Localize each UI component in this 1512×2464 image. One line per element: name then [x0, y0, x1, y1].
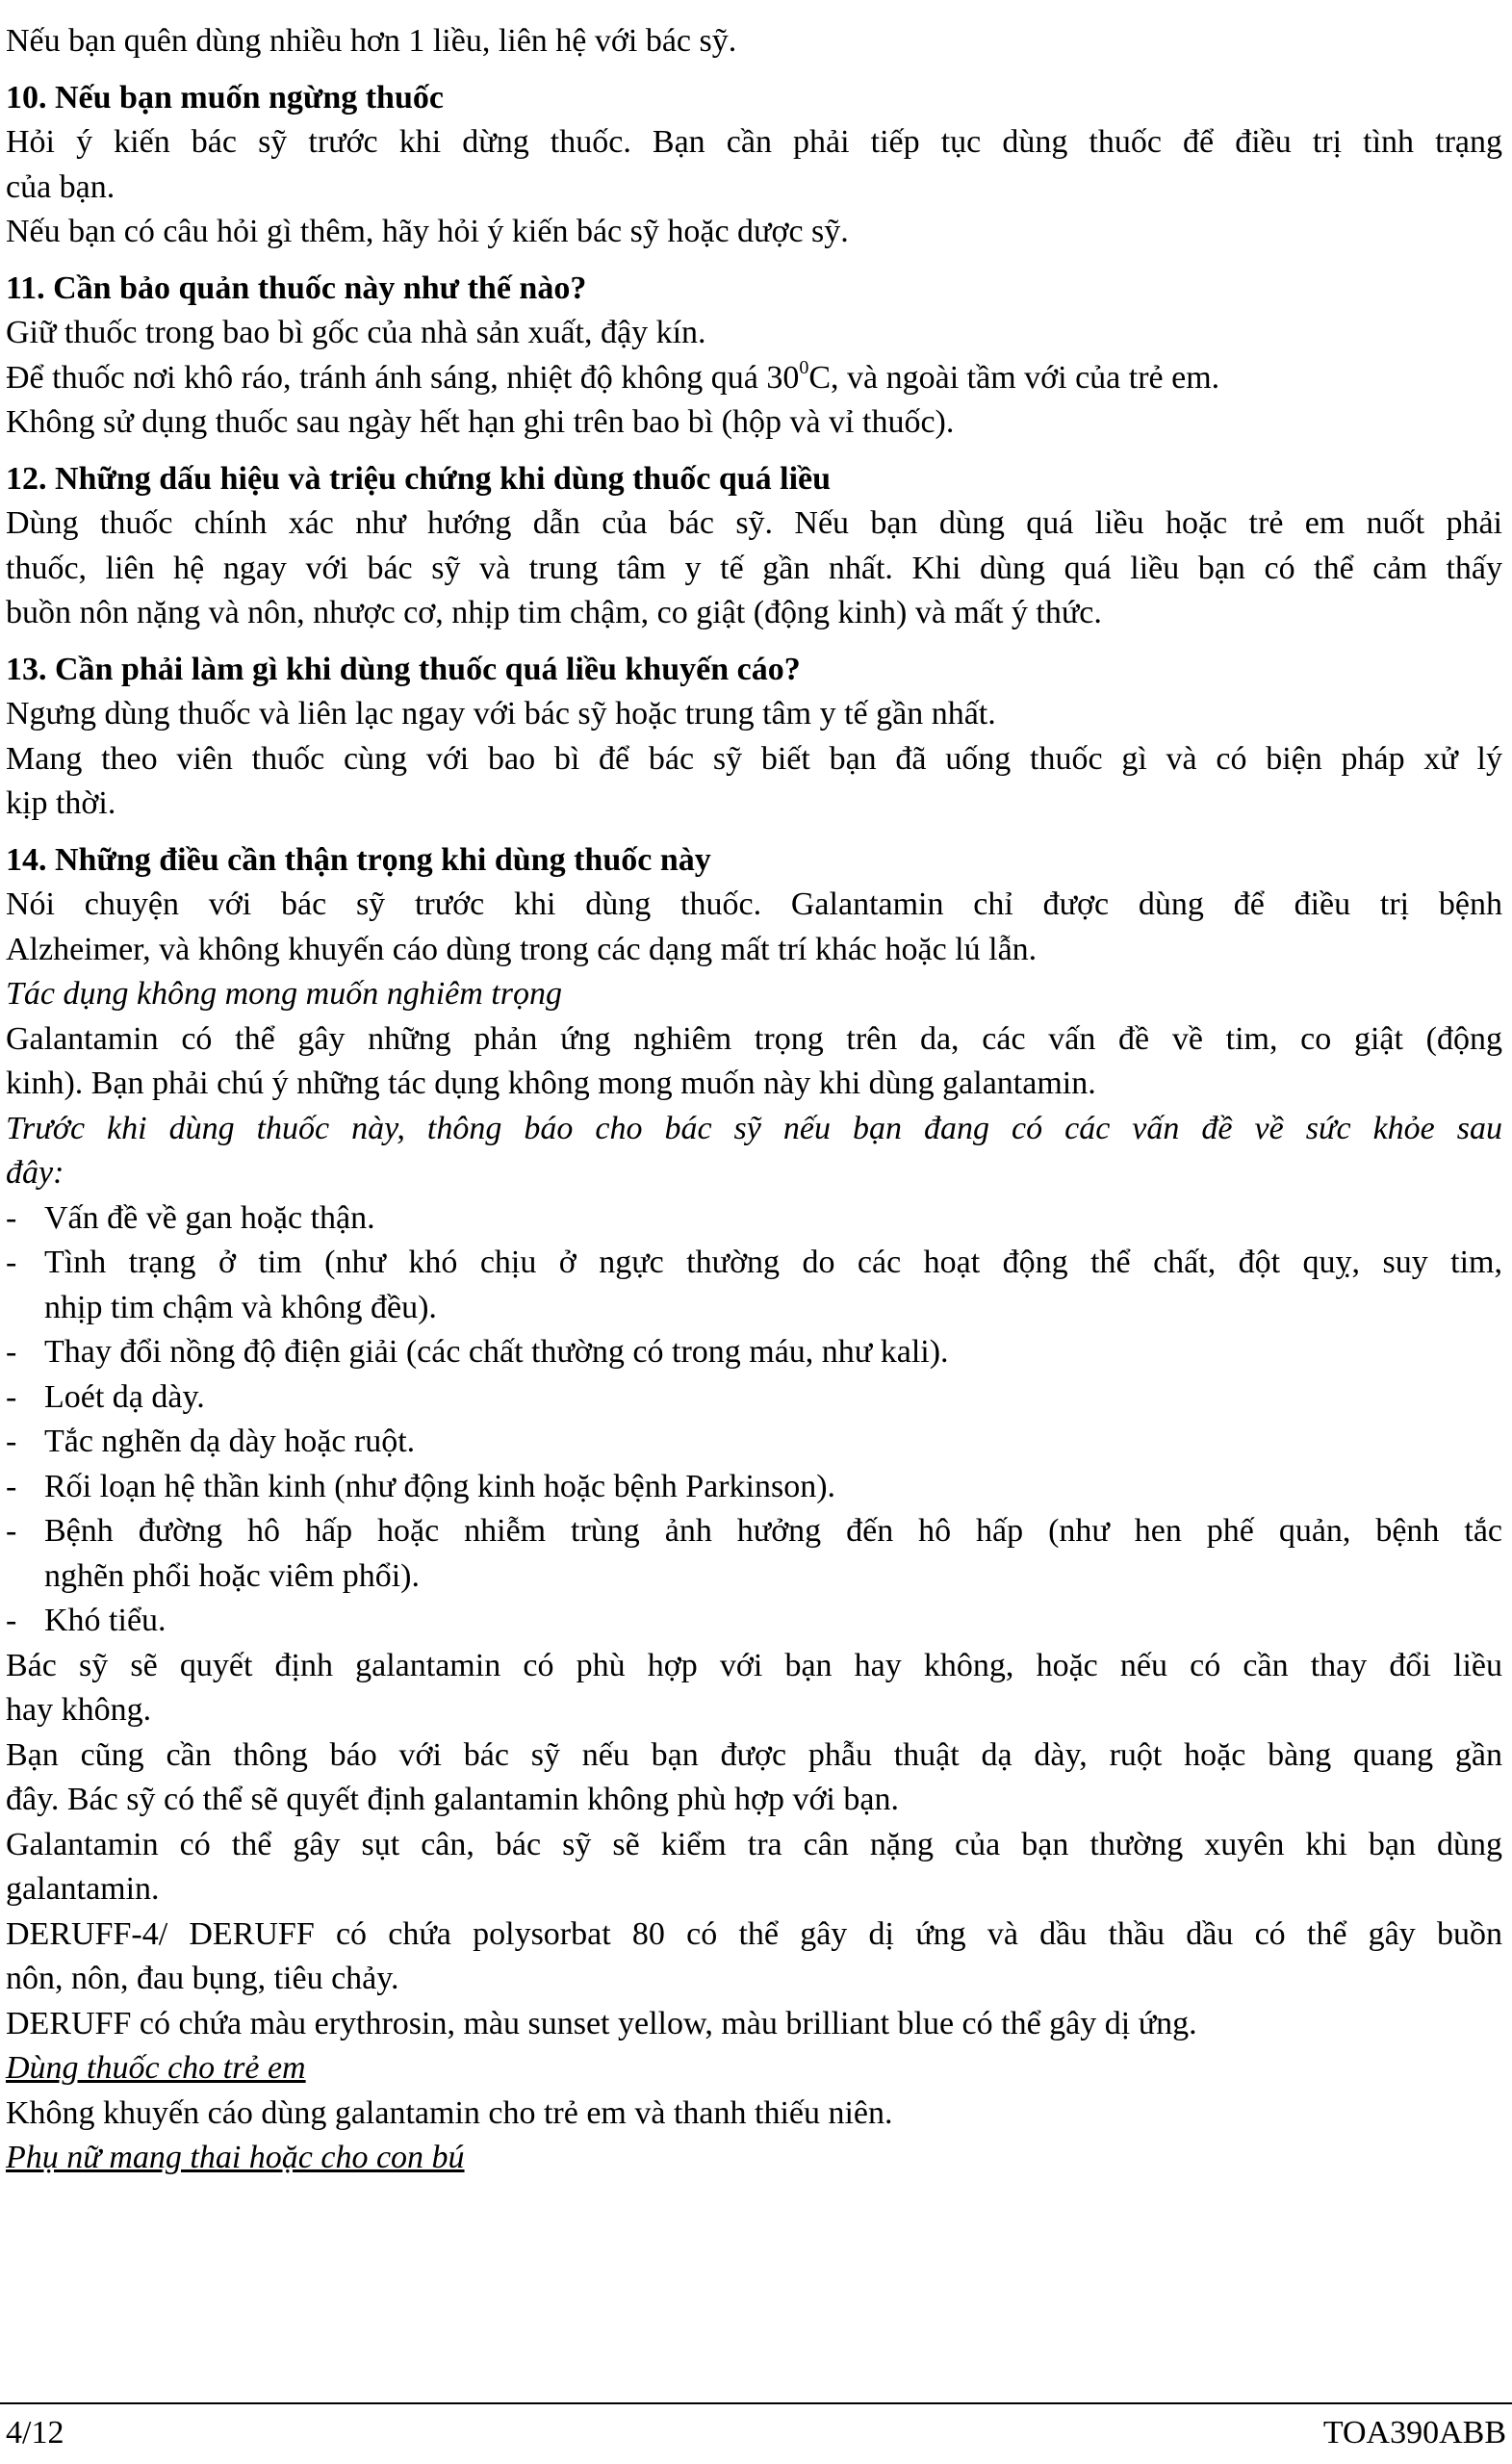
section-14-heading: 14. Những điều cần thận trọng khi dùng thuốc này: [6, 841, 711, 878]
bullet-dash: -: [6, 1513, 17, 1549]
footer-divider: [0, 2402, 1512, 2404]
section-10-line-3: Nếu bạn có câu hỏi gì thêm, hãy hỏi ý kiến bác sỹ hoặc dược sỹ.: [6, 214, 849, 249]
section-11-line-2-b: C, và ngoài tầm với của trẻ em.: [808, 359, 1220, 396]
list-item-text-continued: nhịp tim chậm và không đều).: [44, 1289, 437, 1325]
bullet-dash: -: [6, 1245, 17, 1280]
section-11-line-3: Không sử dụng thuốc sau ngày hết hạn ghi trên bao bì (hộp và vỉ thuốc).: [6, 404, 955, 440]
degree-superscript: 0: [799, 357, 809, 379]
list-item: [6, 1375, 1502, 1421]
section-12-line-2: thuốc, liên hệ ngay với bác sỹ và trung tâm y tế gần nhất. Khi dùng quá liều bạn có thể cảm thấy: [6, 550, 1502, 586]
list-item-text: Bệnh đường hô hấp hoặc nhiễm trùng ảnh hưởng đến hô hấp (như hen phế quản, bệnh tắc: [44, 1513, 1502, 1549]
subheading-children: Dùng thuốc cho trẻ em: [6, 2050, 306, 2086]
document-code: TOA390ABB: [1322, 2415, 1506, 2451]
list-item-text: Vấn đề về gan hoặc thận.: [44, 1199, 375, 1236]
section-11-line-2: [6, 356, 1502, 401]
section-11-line-1: Giữ thuốc trong bao bì gốc của nhà sản xuất, đậy kín.: [6, 315, 706, 350]
list-item: [6, 1241, 1502, 1330]
section-13-line-2: Mang theo viên thuốc cùng với bao bì để bác sỹ biết bạn đã uống thuốc gì và có biện pháp xử lý: [6, 740, 1502, 777]
paragraph-excipients-b: nôn, nôn, đau bụng, tiêu chảy.: [6, 1961, 399, 1996]
paragraph-weight-a: Galantamin có thể gây sụt cân, bác sỹ sẽ kiểm tra cân nặng của bạn thường xuyên khi bạn dùng: [6, 1826, 1502, 1862]
paragraph-excipients-a: DERUFF-4/ DERUFF có chứa polysorbat 80 có thể gây dị ứng và dầu thầu dầu có thể gây buồn: [6, 1915, 1502, 1952]
list-item-text: Khó tiểu.: [44, 1603, 167, 1638]
section-10-line-1: Hỏi ý kiến bác sỹ trước khi dừng thuốc. Bạn cần phải tiếp tục dùng thuốc để điều trị tình trạng: [6, 124, 1502, 160]
subheading-before-use-b: đây:: [6, 1155, 64, 1191]
list-item: [6, 1465, 1502, 1510]
intro-text: Nếu bạn quên dùng nhiều hơn 1 liều, liên hệ với bác sỹ.: [6, 23, 737, 59]
list-item: [6, 1330, 1502, 1375]
list-item: [6, 1509, 1502, 1599]
subheading-serious-side-effects: Tác dụng không mong muốn nghiêm trọng: [6, 976, 562, 1012]
list-item-text: Rối loạn hệ thần kinh (như động kinh hoặc bệnh Parkinson).: [44, 1468, 836, 1504]
section-12-line-1: Dùng thuốc chính xác như hướng dẫn của bác sỹ. Nếu bạn dùng quá liều hoặc trẻ em nuốt phải: [6, 505, 1502, 541]
list-item-text: Tình trạng ở tim (như khó chịu ở ngực thường do các hoạt động thể chất, đột quỵ, suy tim,: [44, 1245, 1502, 1280]
paragraph-dose-decision-a: Bác sỹ sẽ quyết định galantamin có phù hợp với bạn hay không, hoặc nếu có cần thay đổi liều: [6, 1647, 1502, 1683]
list-item: [6, 1599, 1502, 1644]
list-item-text: Tắc nghẽn dạ dày hoặc ruột.: [44, 1424, 416, 1459]
section-11-heading: 11. Cần bảo quản thuốc này như thế nào?: [6, 270, 587, 306]
list-item-text: Loét dạ dày.: [44, 1378, 205, 1415]
paragraph-surgery-b: đây. Bác sỹ có thể sẽ quyết định galantamin không phù hợp với bạn.: [6, 1782, 899, 1817]
section-13-heading: 13. Cần phải làm gì khi dùng thuốc quá liều khuyến cáo?: [6, 651, 801, 687]
document-page: [6, 19, 1502, 2181]
list-item: [6, 1196, 1502, 1242]
page-number: 4/12: [6, 2415, 64, 2451]
section-10-heading: 10. Nếu bạn muốn ngừng thuốc: [6, 79, 444, 116]
bullet-dash: -: [6, 1199, 17, 1236]
paragraph-dose-decision-b: hay không.: [6, 1692, 152, 1728]
subheading-before-use-a: Trước khi dùng thuốc này, thông báo cho bác sỹ nếu bạn đang có các vấn đề về sức khỏe sau: [6, 1110, 1502, 1146]
section-14-line-2: Alzheimer, và không khuyến cáo dùng trong các dạng mất trí khác hoặc lú lẫn.: [6, 931, 1038, 967]
section-11-line-2-a: Để thuốc nơi khô ráo, tránh ánh sáng, nhiệt độ không quá 30: [6, 359, 800, 396]
section-14-line-1: Nói chuyện với bác sỹ trước khi dùng thuốc. Galantamin chỉ được dùng để điều trị bệnh: [6, 886, 1502, 922]
paragraph-colorants: DERUFF có chứa màu erythrosin, màu sunset yellow, màu brilliant blue có thể gây dị ứng.: [6, 2005, 1197, 2041]
bullet-dash: -: [6, 1603, 17, 1638]
paragraph-children: Không khuyến cáo dùng galantamin cho trẻ em và thanh thiếu niên.: [6, 2094, 893, 2131]
list-item: [6, 1420, 1502, 1465]
section-10-line-2: của bạn.: [6, 168, 115, 205]
section-13-line-1: Ngưng dùng thuốc và liên lạc ngay với bác sỹ hoặc trung tâm y tế gần nhất.: [6, 696, 996, 732]
section-13-line-3: kịp thời.: [6, 785, 116, 821]
subheading-pregnancy: Phụ nữ mang thai hoặc cho con bú: [6, 2140, 465, 2175]
bullet-dash: -: [6, 1378, 17, 1415]
section-12-heading: 12. Những dấu hiệu và triệu chứng khi dùng thuốc quá liều: [6, 460, 832, 497]
bullet-dash: -: [6, 1334, 17, 1370]
bullet-dash: -: [6, 1468, 17, 1504]
paragraph-weight-b: galantamin.: [6, 1871, 160, 1907]
paragraph-surgery-a: Bạn cũng cần thông báo với bác sỹ nếu bạn được phẫu thuật dạ dày, ruột hoặc bàng quang gần: [6, 1736, 1502, 1773]
section-14-line-3: Galantamin có thể gây những phản ứng nghiêm trọng trên da, các vấn đề về tim, co giật (động: [6, 1020, 1502, 1057]
section-14-line-4: kinh). Bạn phải chú ý những tác dụng không mong muốn này khi dùng galantamin.: [6, 1065, 1096, 1101]
list-item-text-continued: nghẽn phổi hoặc viêm phổi).: [44, 1557, 420, 1594]
list-item-text: Thay đổi nồng độ điện giải (các chất thường có trong máu, như kali).: [44, 1334, 949, 1370]
bullet-dash: -: [6, 1424, 17, 1459]
section-12-line-3: buồn nôn nặng và nôn, nhược cơ, nhịp tim chậm, co giật (động kinh) và mất ý thức.: [6, 595, 1102, 630]
